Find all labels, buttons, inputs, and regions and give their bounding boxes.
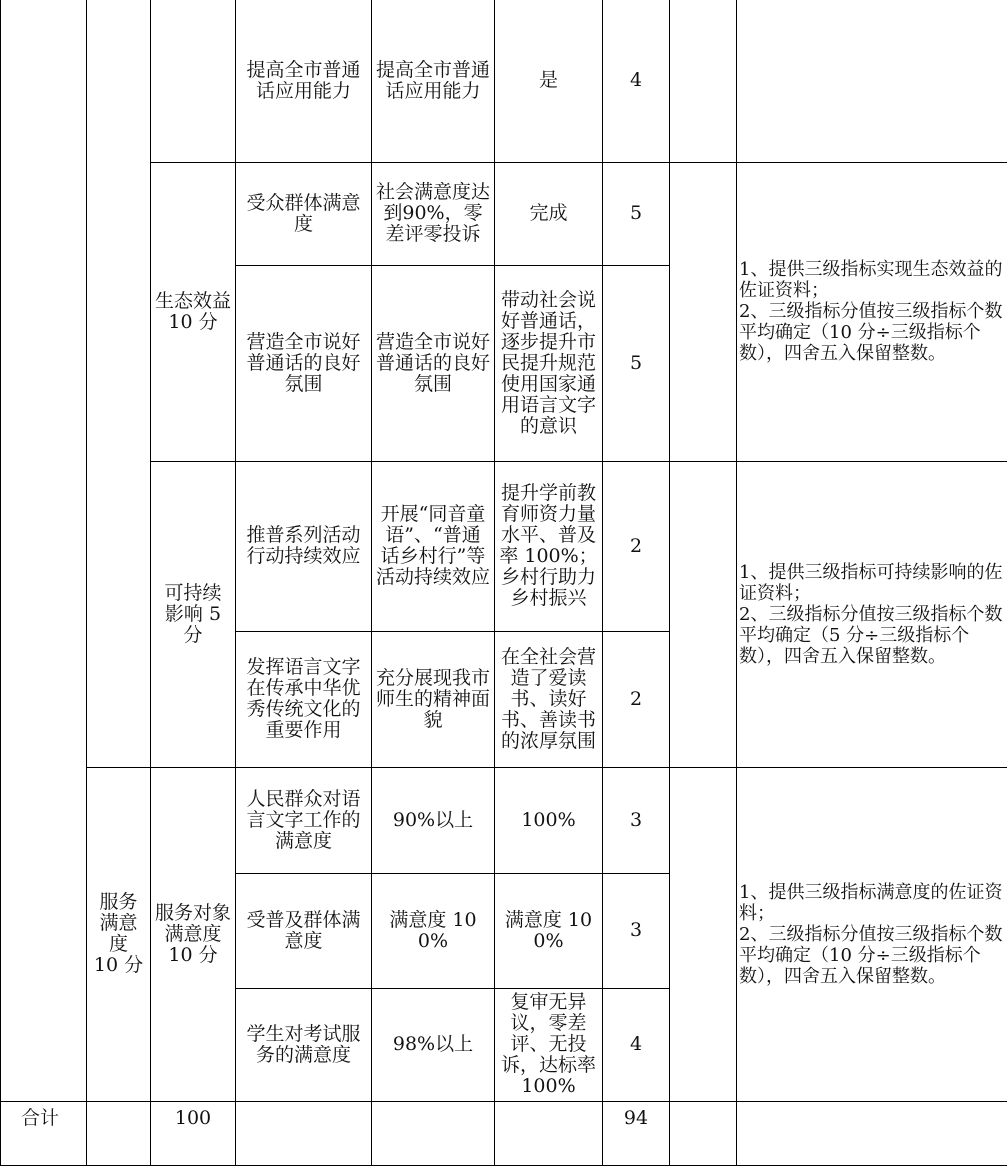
table-row	[1, 767, 1007, 873]
actual-cell: 100%	[495, 767, 603, 873]
indicator-cell: 营造全市说好普通话的良好氛围	[236, 265, 372, 461]
dim1-cell	[1, 0, 87, 1101]
table-row	[1, 162, 1007, 265]
total-empty-cell	[87, 1101, 151, 1165]
total-empty-cell	[372, 1101, 495, 1165]
dim3-cell: 生态效益 10 分	[151, 162, 236, 461]
note-cell: 1、提供三级指标实现生态效益的佐证资料； 2、三级指标分值按三级指标个数平均确定（10 分÷三级指标个数），四舍五入保留整数。	[737, 162, 1007, 461]
deduct-cell	[670, 767, 737, 1101]
actual-cell: 是	[495, 0, 603, 162]
indicator-cell: 人民群众对语言文字工作的满意度	[236, 767, 372, 873]
target-cell: 满意度 100%	[372, 873, 495, 988]
deduct-cell	[670, 162, 737, 461]
total-empty-cell	[236, 1101, 372, 1165]
score-cell: 2	[603, 631, 670, 767]
target-cell: 开展“同音童语”、“普通话乡村行”等活动持续效应	[372, 461, 495, 631]
score-cell: 3	[603, 873, 670, 988]
score-cell: 3	[603, 767, 670, 873]
total-row	[1, 1101, 1007, 1165]
note-cell	[737, 0, 1007, 162]
total-empty-cell	[495, 1101, 603, 1165]
target-cell: 充分展现我市师生的精神面貌	[372, 631, 495, 767]
indicator-cell: 提高全市普通话应用能力	[236, 0, 372, 162]
total-label: 合计	[1, 1101, 87, 1165]
actual-cell: 带动社会说好普通话，逐步提升市民提升规范使用国家通用语言文字的意识	[495, 265, 603, 461]
actual-cell: 在全社会营造了爱读书、读好书、善读书的浓厚氛围	[495, 631, 603, 767]
total-weight: 100	[151, 1101, 236, 1165]
total-score: 94	[603, 1101, 670, 1165]
indicator-cell: 学生对考试服务的满意度	[236, 988, 372, 1101]
indicator-cell: 受普及群体满意度	[236, 873, 372, 988]
actual-cell: 复审无异议，零差评、无投诉，达标率 100%	[495, 988, 603, 1101]
total-empty-cell	[737, 1101, 1007, 1165]
actual-cell: 提升学前教育师资力量水平、普及率 100%；乡村行助力乡村振兴	[495, 461, 603, 631]
table-row	[1, 0, 1007, 162]
actual-cell: 完成	[495, 162, 603, 265]
note-cell: 1、提供三级指标可持续影响的佐证资料； 2、三级指标分值按三级指标个数平均确定（5 分÷三级指标个数），四舍五入保留整数。	[737, 461, 1007, 767]
total-empty-cell	[670, 1101, 737, 1165]
target-cell: 90%以上	[372, 767, 495, 873]
dim2-cell	[87, 0, 151, 767]
indicator-cell: 受众群体满意度	[236, 162, 372, 265]
target-cell: 提高全市普通话应用能力	[372, 0, 495, 162]
actual-cell: 满意度 100%	[495, 873, 603, 988]
indicator-cell: 发挥语言文字在传承中华优秀传统文化的重要作用	[236, 631, 372, 767]
score-cell: 4	[603, 988, 670, 1101]
score-cell: 5	[603, 265, 670, 461]
target-cell: 营造全市说好普通话的良好氛围	[372, 265, 495, 461]
dim3-cell: 服务对象满意度 10 分	[151, 767, 236, 1101]
score-cell: 4	[603, 0, 670, 162]
deduct-cell	[670, 461, 737, 767]
indicator-cell: 推普系列活动行动持续效应	[236, 461, 372, 631]
dim2-cell: 服务满意度 10 分	[87, 767, 151, 1101]
deduct-cell	[670, 0, 737, 162]
target-cell: 社会满意度达到90%，零差评零投诉	[372, 162, 495, 265]
score-cell: 5	[603, 162, 670, 265]
dim3-cell	[151, 0, 236, 162]
dim3-cell: 可持续 影响 5 分	[151, 461, 236, 767]
target-cell: 98%以上	[372, 988, 495, 1101]
note-cell: 1、提供三级指标满意度的佐证资料； 2、三级指标分值按三级指标个数平均确定（10 分÷三级指标个数），四舍五入保留整数。	[737, 767, 1007, 1101]
score-cell: 2	[603, 461, 670, 631]
table-row	[1, 461, 1007, 631]
